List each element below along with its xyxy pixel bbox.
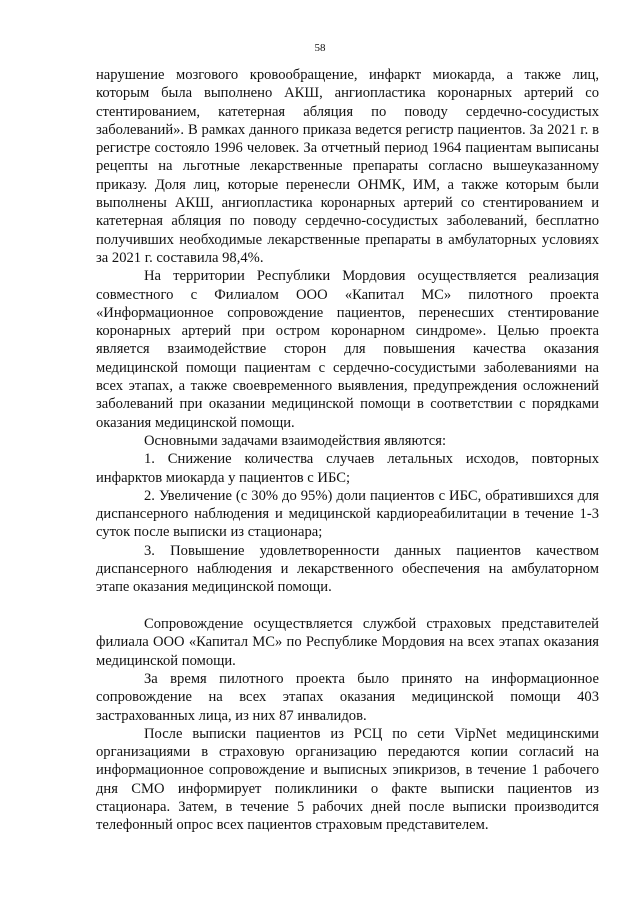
paragraph-tasks-intro: Основными задачами взаимодействия являются:: [144, 432, 446, 449]
paragraph-support-service: Сопровождение осуществляется службой страховых представителей филиала ООО «Капитал МС» по Республике Мордовия на всех этапах оказания медицинской помощи.: [96, 616, 599, 669]
page-number: 58: [314, 42, 326, 54]
document-body: [96, 66, 599, 835]
list-item-task-3: 3. Повышение удовлетворенности данных пациентов качеством диспансерного наблюдения и лекарственного обеспечения на амбулаторном этапе оказания медицинской помощи.: [96, 542, 599, 596]
paragraph-registry: нарушение мозгового кровообращение, инфаркт миокарда, а также лиц, которым была выполнено АКШ, ангиопластика коронарных артерий со стентированием, катетерная абляция по поводу сердечно-сосудистых заболеваний». В рамках данного приказа ведется регистр пациентов. За 2021 г. в регистре состояло 1996 человек. За отчетный период 1964 пациентам выписаны рецепты на льготные лекарственные препараты согласно вышеуказанному приказу. Доля лиц, которые перенесли ОНМК, ИМ, а также которым были выполнены АКШ, ангиопластика коронарных артерий со стентированием и катетерная абляция по поводу сердечно-сосудистых заболеваний, бесплатно получивших необходимые лекарственные препараты в амбулаторных условиях за 2021 г. составила 98,4%.: [96, 67, 599, 266]
paragraph-pilot-results: За время пилотного проекта было принято на информационное сопровождение на всех этапах оказания медицинской помощи 403 застрахованных лица, из них 87 инвалидов.: [96, 671, 599, 724]
paragraph-gap: [96, 597, 599, 616]
paragraph-discharge-procedure: После выписки пациентов из РСЦ по сети VipNet медицинскими организациями в страховую организацию передаются копии согласий на информационное сопровождение и выписных эпикризов, в течение 1 рабочего дня СМО информирует поликлиники о факте выписки пациентов из стационара. Затем, в течение 5 рабочих дней после выписки производится телефонный опрос всех пациентов страховым представителем.: [96, 725, 599, 834]
list-item-task-2: 2. Увеличение (с 30% до 95%) доли пациентов с ИБС, обратившихся для диспансерного наблюдения и медицинской кардиореабилитации в течение 1-3 суток после выписки из стационара;: [96, 487, 599, 541]
list-item-task-1: 1. Снижение количества случаев летальных исходов, повторных инфарктов миокарда у пациентов с ИБС;: [96, 451, 599, 486]
paragraph-pilot-project: На территории Республики Мордовия осуществляется реализация совместного с Филиалом ООО «Капитал МС» пилотного проекта «Информационное сопровождение пациентов, перенесших стентирование коронарных артерий при остром коронарном синдроме». Целью проекта является взаимодействие сторон для повышения качества оказания медицинской помощи пациентам с сердечно-сосудистыми заболеваниями на всех этапах, а также своевременного выявления, предупреждения осложнений заболеваний при оказании медицинской помощи в соответствии с порядками оказания медицинской помощи.: [96, 268, 599, 431]
